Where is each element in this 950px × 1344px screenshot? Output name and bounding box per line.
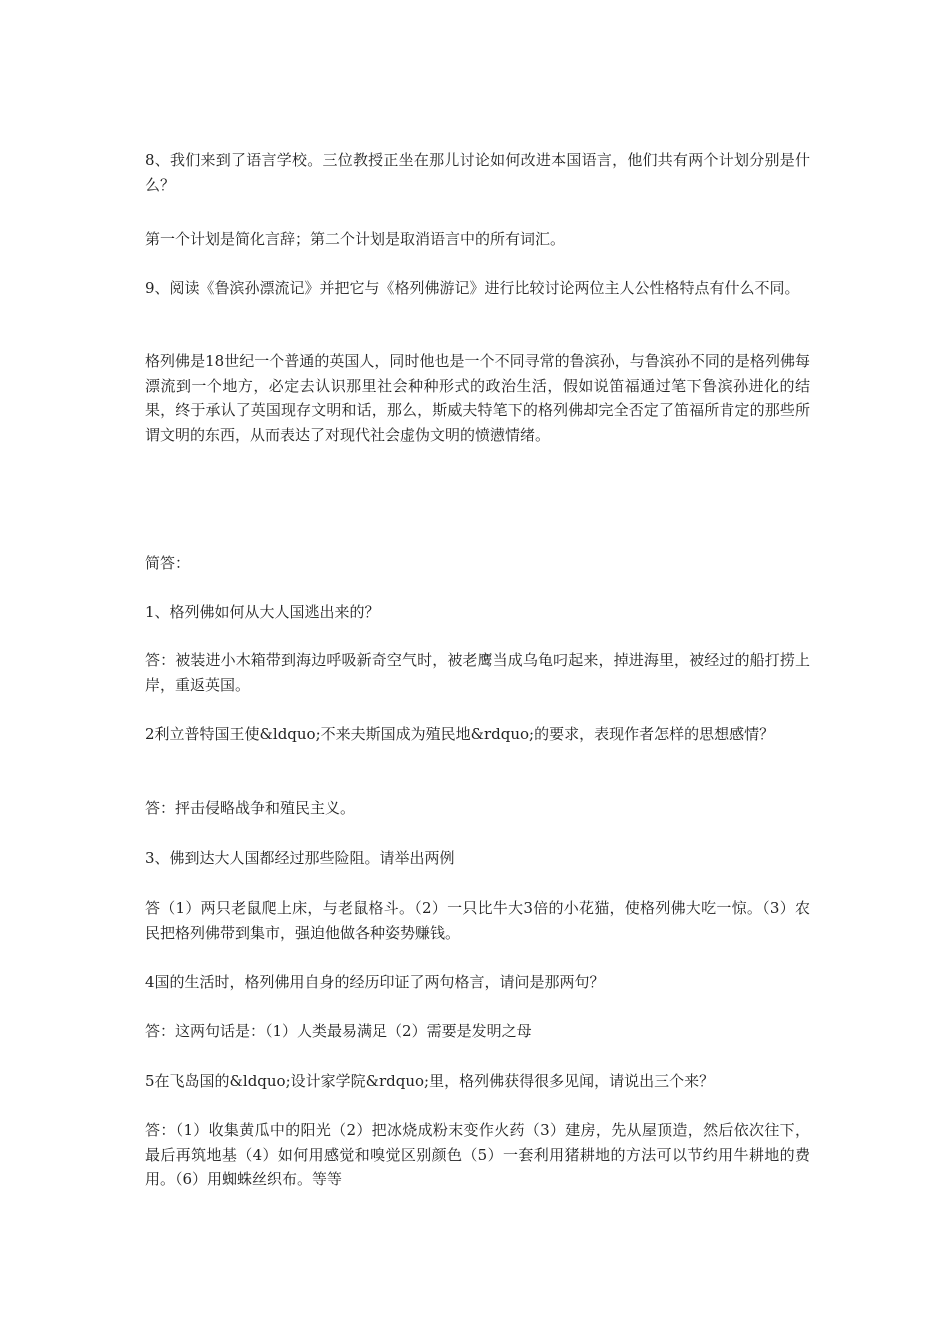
short-answer-2: 答：抨击侵略战争和殖民主义。 [145, 799, 356, 817]
short-question-3: 3、佛到达大人国都经过那些险阻。请举出两例 [145, 849, 455, 867]
short-answer-4: 答：这两句话是：（1）人类最易满足（2）需要是发明之母 [145, 1022, 532, 1040]
short-question-2: 2利立普特国王使&ldquo;不来夫斯国成为殖民地&rdquo;的要求，表现作者怎样的思想感情？ [145, 725, 775, 743]
section-heading-short-answer: 简答： [145, 554, 191, 572]
short-question-1: 1、格列佛如何从大人国逃出来的？ [145, 603, 380, 621]
answer-9: 格列佛是18世纪一个普通的英国人，同时他也是一个不同寻常的鲁滨孙，与鲁滨孙不同的是格列佛每漂流到一个地方，必定去认识那里社会种种形式的政治生活，假如说笛福通过笔下鲁滨孙进化的结果，终于承认了英国现存文明和话，那么，斯威夫特笔下的格列佛却完全否定了笛福所肯定的那些所谓文明的东西，从而表达了对现代社会虚伪文明的愤懑情绪。 [145, 352, 810, 444]
answer-8: 第一个计划是简化言辞；第二个计划是取消语言中的所有词汇。 [145, 230, 566, 248]
short-answer-3: 答（1）两只老鼠爬上床，与老鼠格斗。（2）一只比牛大3倍的小花猫，使格列佛大吃一惊。（3）农民把格列佛带到集市，强迫他做各种姿势赚钱。 [145, 899, 810, 942]
short-question-4: 4国的生活时，格列佛用自身的经历印证了两句格言，请问是那两句？ [145, 973, 605, 991]
question-8: 8、我们来到了语言学校。三位教授正坐在那儿讨论如何改进本国语言，他们共有两个计划分别是什么？ [145, 151, 810, 194]
short-question-5: 5在飞岛国的&ldquo;设计家学院&rdquo;里，格列佛获得很多见闻，请说出三个来？ [145, 1072, 715, 1090]
question-9: 9、阅读《鲁滨孙漂流记》并把它与《格列佛游记》进行比较讨论两位主人公性格特点有什么不同。 [145, 279, 800, 297]
short-answer-5: 答：（1）收集黄瓜中的阳光（2）把冰烧成粉末变作火药（3）建房，先从屋顶造，然后依次往下，最后再筑地基（4）如何用感觉和嗅觉区别颜色（5）一套利用猪耕地的方法可以节约用牛耕地的费用。（6）用蜘蛛丝织布。等等 [145, 1121, 810, 1188]
short-answer-1: 答：被装进小木箱带到海边呼吸新奇空气时，被老鹰当成乌龟叼起来，掉进海里，被经过的船打捞上岸，重返英国。 [145, 651, 810, 694]
